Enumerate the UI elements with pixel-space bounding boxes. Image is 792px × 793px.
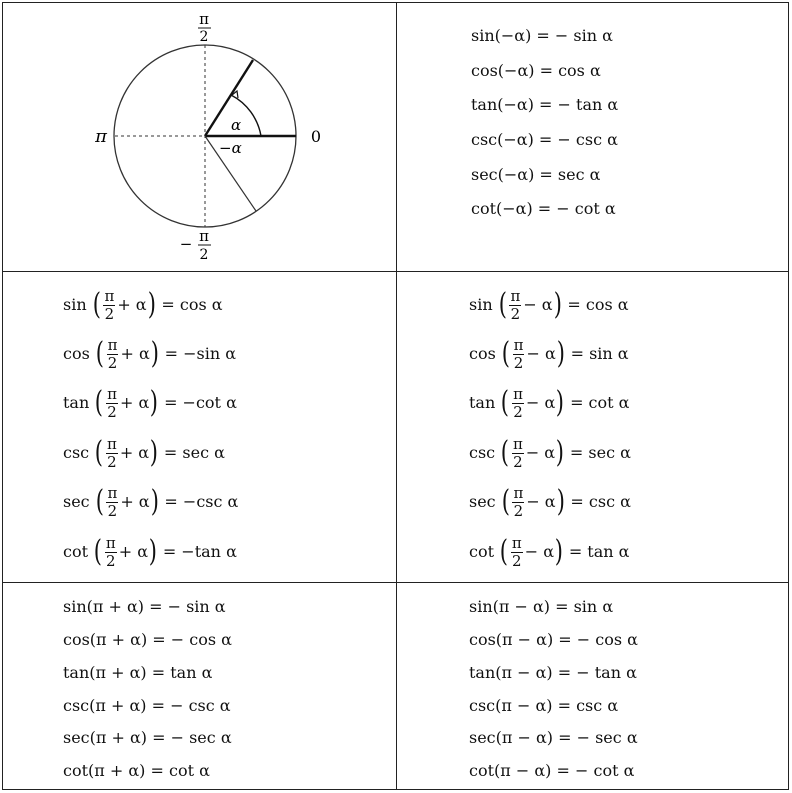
equation: csc(π + α) = − csc α <box>63 696 231 715</box>
equation: sin ( $\frac{\pi}{2}$ − α ) = cos α <box>469 286 629 323</box>
label-top-den: 2 <box>199 29 209 45</box>
equation: sin(π − α) = sin α <box>469 597 614 616</box>
label-top-num: π <box>199 10 209 28</box>
label-bottom-num: π <box>199 227 209 245</box>
equation: sec ( $\frac{\pi}{2}$ − α ) = csc α <box>469 483 631 520</box>
label-bottom-den: 2 <box>199 247 209 263</box>
equation: tan(π − α) = − tan α <box>469 663 637 682</box>
equation: sec ( $\frac{\pi}{2}$ + α ) = −csc α <box>63 483 239 520</box>
equation: cos(−α) = cos α <box>471 61 601 80</box>
label-left-pi: π <box>95 126 107 147</box>
equation: cot ( $\frac{\pi}{2}$ + α ) = −tan α <box>63 533 237 570</box>
equation: csc(π − α) = csc α <box>469 696 619 715</box>
pi-minus-cell <box>396 582 789 790</box>
equation: tan(π + α) = tan α <box>63 663 213 682</box>
half-pi-minus-cell <box>396 271 789 583</box>
equation: csc ( $\frac{\pi}{2}$ + α ) = sec α <box>63 434 225 471</box>
equation: sin(−α) = − sin α <box>471 26 613 45</box>
equation: sin ( $\frac{\pi}{2}$ + α ) = cos α <box>63 286 223 323</box>
equation: cos(π + α) = − cos α <box>63 630 232 649</box>
identity-table <box>2 2 789 790</box>
equation: cot(−α) = − cot α <box>471 199 616 218</box>
equation: cot(π + α) = cot α <box>63 761 210 780</box>
equation: sec(π − α) = − sec α <box>469 728 638 747</box>
negation-identities-cell <box>396 2 789 272</box>
equation: cos ( $\frac{\pi}{2}$ + α ) = −sin α <box>63 335 237 372</box>
equation: tan(−α) = − tan α <box>471 95 619 114</box>
equation: sec(π + α) = − sec α <box>63 728 232 747</box>
equation: csc ( $\frac{\pi}{2}$ − α ) = sec α <box>469 434 631 471</box>
equation: sec(−α) = sec α <box>471 165 601 184</box>
label-alpha: α <box>231 116 242 134</box>
equation: cot(π − α) = − cot α <box>469 761 635 780</box>
equation: csc(−α) = − csc α <box>471 130 618 149</box>
label-right-zero: 0 <box>310 127 322 146</box>
ray-alpha <box>205 60 253 136</box>
unit-circle-cell <box>2 2 397 272</box>
unit-circle-diagram <box>3 3 396 271</box>
equation: cot ( $\frac{\pi}{2}$ − α ) = tan α <box>469 533 630 570</box>
pi-plus-cell <box>2 582 397 790</box>
half-pi-plus-cell <box>2 271 397 583</box>
equation: cos(π − α) = − cos α <box>469 630 638 649</box>
label-bottom-sign: − <box>179 235 193 253</box>
label-neg-alpha: −α <box>219 139 242 157</box>
equation: tan ( $\frac{\pi}{2}$ + α ) = −cot α <box>63 384 237 421</box>
equation: sin(π + α) = − sin α <box>63 597 226 616</box>
equation: cos ( $\frac{\pi}{2}$ − α ) = sin α <box>469 335 629 372</box>
equation: tan ( $\frac{\pi}{2}$ − α ) = cot α <box>469 384 630 421</box>
